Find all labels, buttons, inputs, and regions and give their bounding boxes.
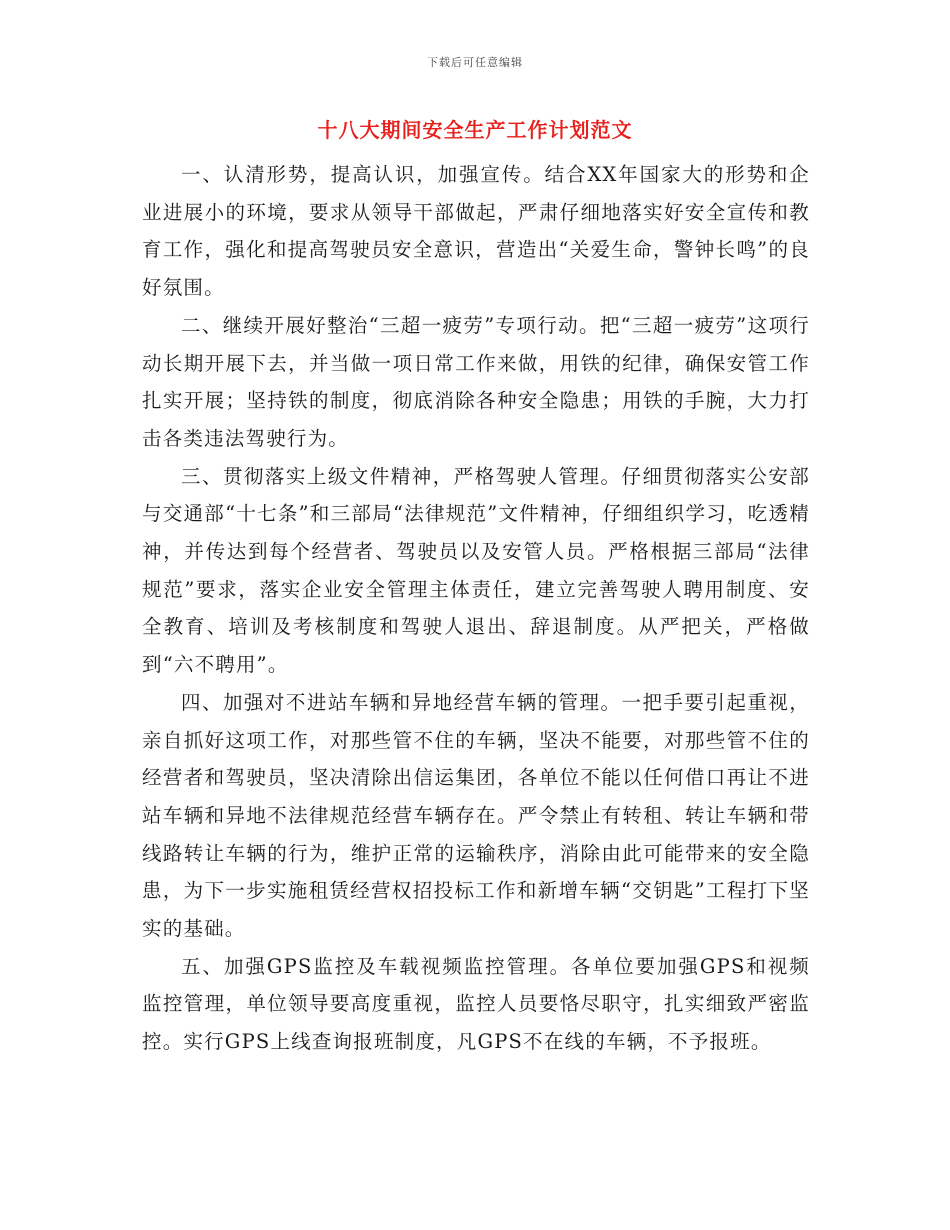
paragraph-1: 一、认清形势，提高认识，加强宣传。结合XX年国家大的形势和企业进展小的环境，要求从领导干部做起，严肃仔细地落实好安全宣传和教育工作，强化和提高驾驶员安全意识，营造出“关爱生命，警钟长鸣”的良好氛围。 [142,163,810,300]
document-body [142,156,810,1061]
paragraph-4: 四、加强对不进站车辆和异地经营车辆的管理。一把手要引起重视，亲自抓好这项工作，对那些管不住的车辆，坚决不能要，对那些管不住的经营者和驾驶员，坚决清除出信运集团，各单位不能以任何借口再让不进站车辆和异地不法律规范经营车辆存在。严令禁止有转租、转让车辆和带线路转让车辆的行为，维护正常的运输秩序，消除由此可能带来的安全隐患，为下一步实施租赁经营权招投标工作和新增车辆“交钥匙”工程打下坚实的基础。 [142,690,810,941]
header-note: 下载后可任意编辑 [427,56,523,69]
paragraph-2: 二、继续开展好整治“三超一疲劳”专项行动。把“三超一疲劳”这项行动长期开展下去，并当做一项日常工作来做，用铁的纪律，确保安管工作扎实开展；坚持铁的制度，彻底消除各种安全隐患；用铁的手腕，大力打击各类违法驾驶行为。 [142,313,810,450]
paragraph-5: 五、加强GPS监控及车载视频监控管理。各单位要加强GPS和视频监控管理，单位领导要高度重视，监控人员要恪尽职守，扎实细致严密监控。实行GPS上线查询报班制度，凡GPS不在线的车辆，不予报班。 [142,954,810,1054]
paragraph-3: 三、贯彻落实上级文件精神，严格驾驶人管理。仔细贯彻落实公安部与交通部“十七条”和三部局“法律规范”文件精神，仔细组织学习，吃透精神，并传达到每个经营者、驾驶员以及安管人员。严格根据三部局“法律规范”要求，落实企业安全管理主体责任，建立完善驾驶人聘用制度、安全教育、培训及考核制度和驾驶人退出、辞退制度。从严把关，严格做到“六不聘用”。 [142,464,810,677]
document-title: 十八大期间安全生产工作计划范文 [317,118,633,142]
